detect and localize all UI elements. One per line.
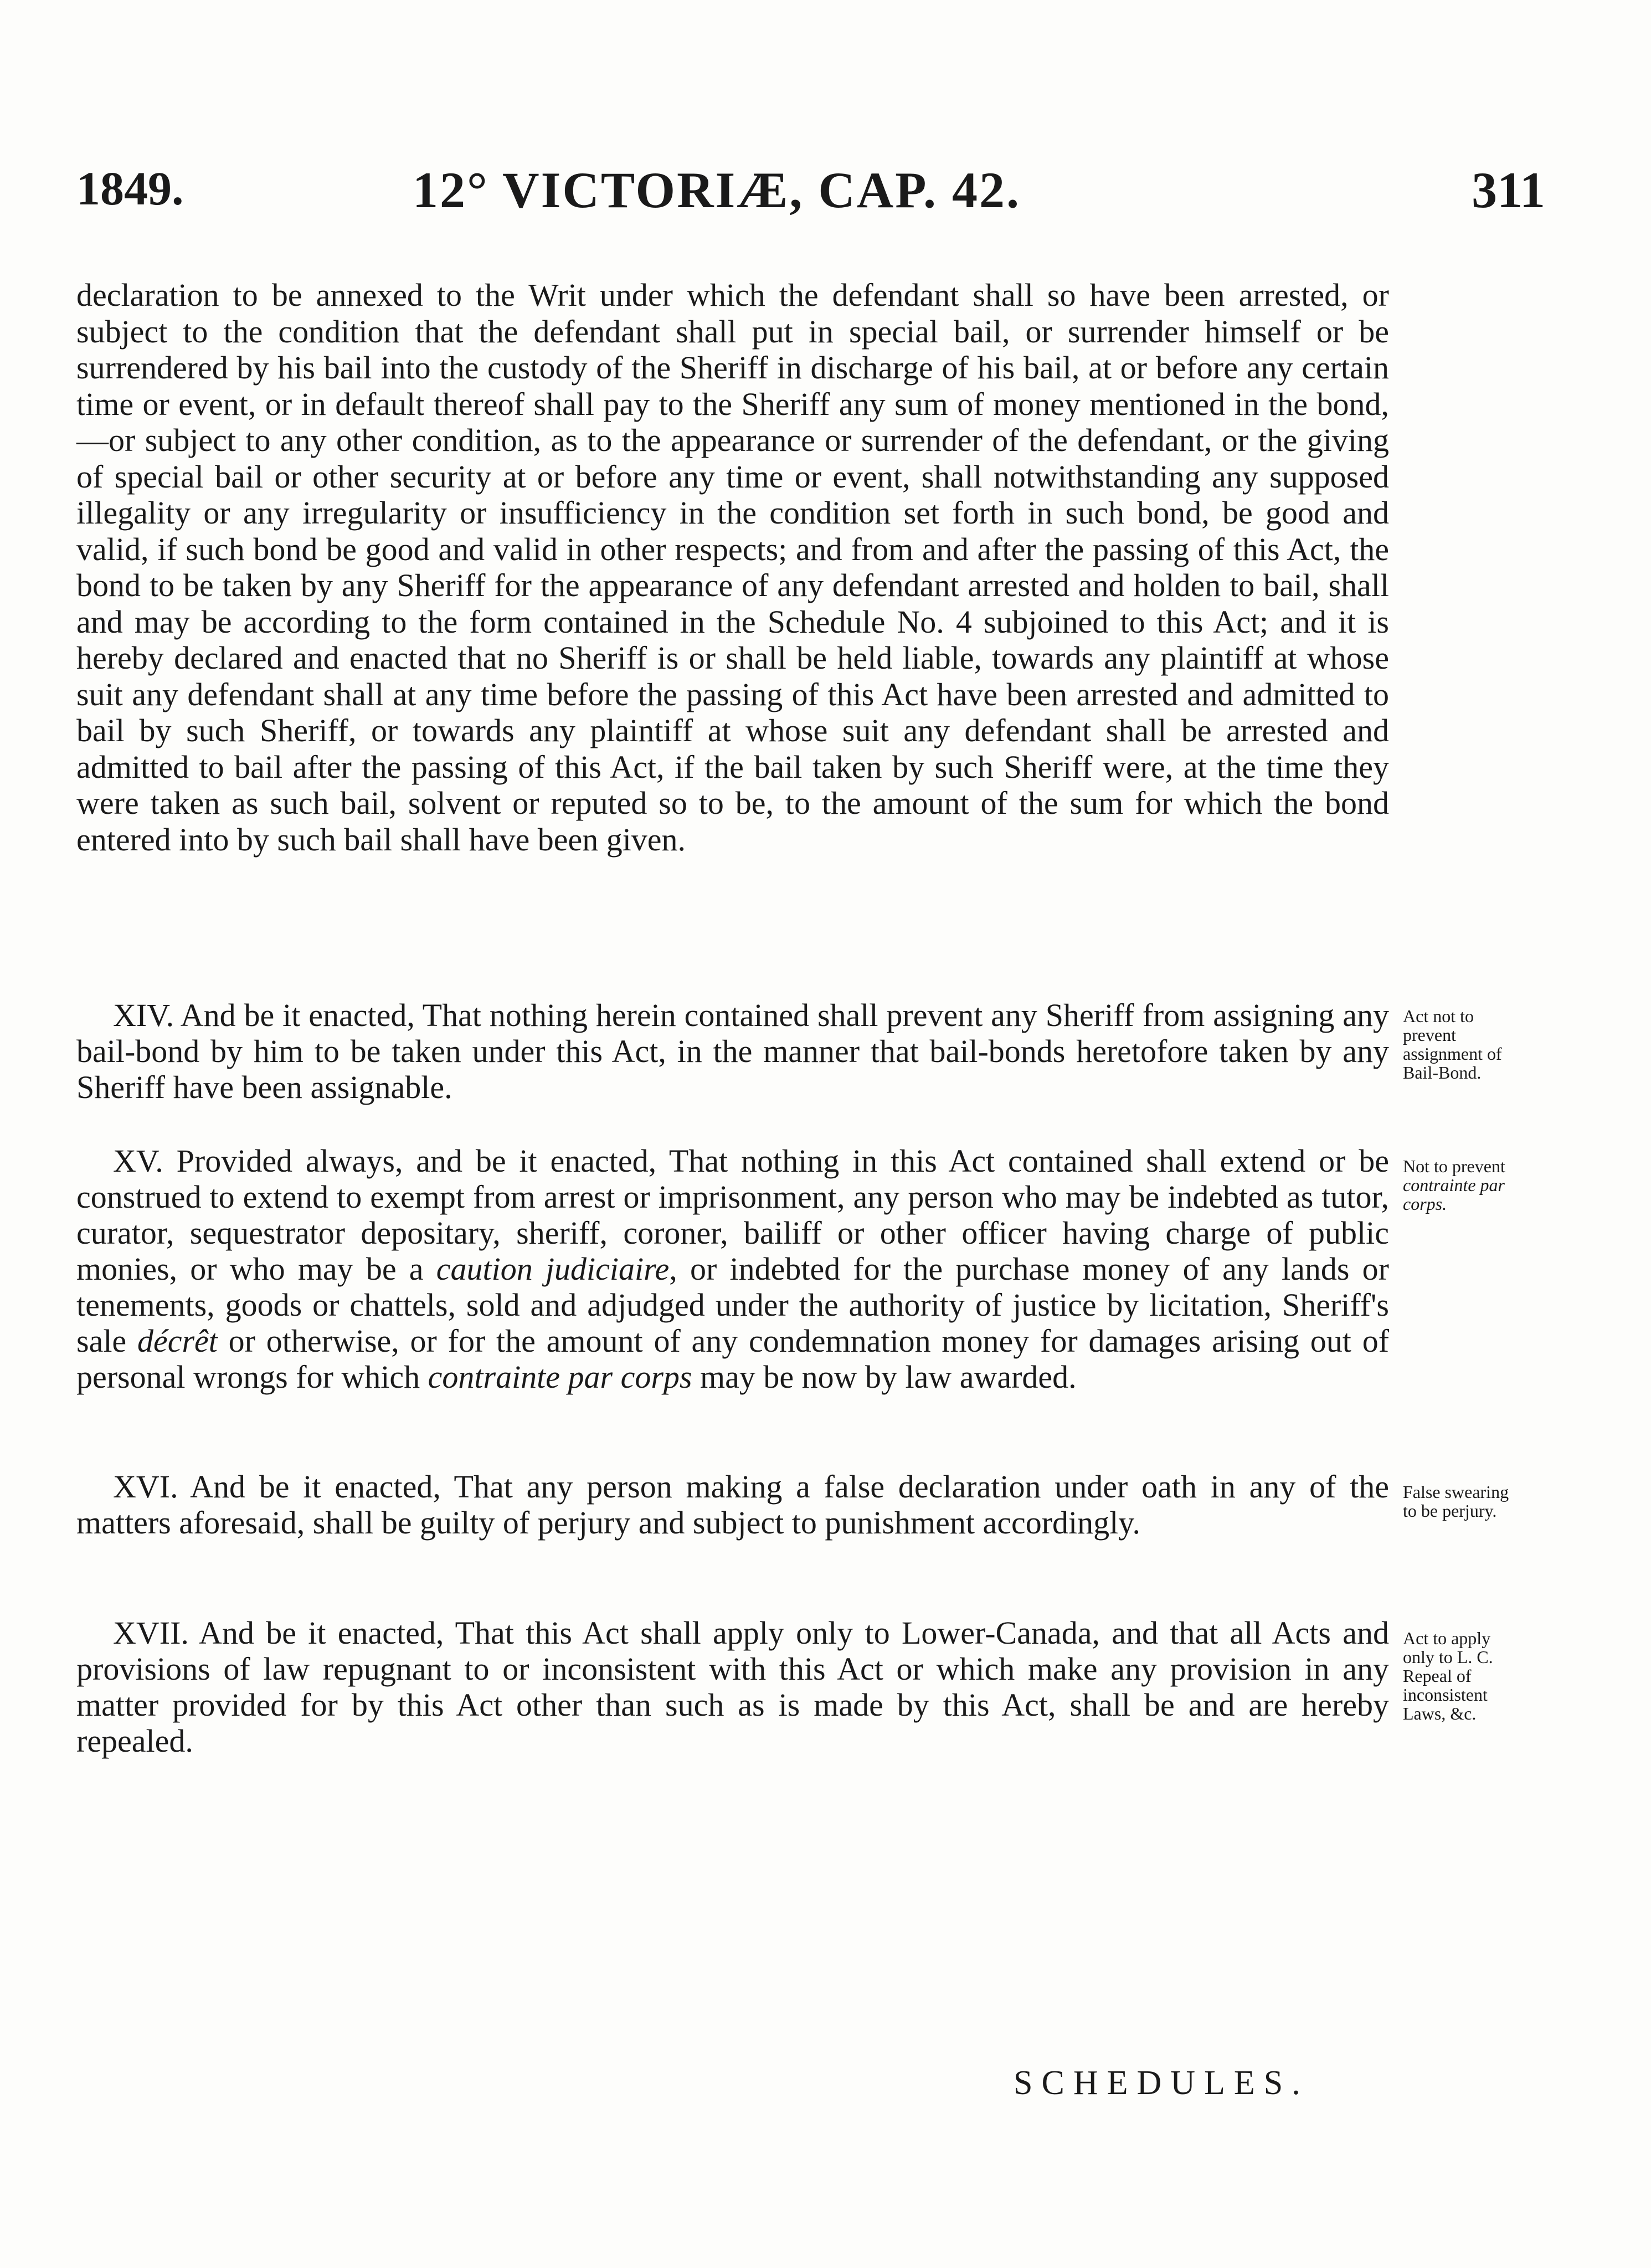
header-year: 1849. — [76, 162, 184, 215]
section-xvi: XVI. And be it enacted, That any person making a false declaration under oath in any of the matters aforesaid, shall be guilty of perjury and subject to punishment accordingly. — [76, 1469, 1389, 1541]
section-xv-text-4: may be now by law awarded. — [692, 1359, 1077, 1395]
section-xv-text-3: or otherwise, or for the amount of any condemnation money for damages arising out of personal wrongs for which — [76, 1323, 1390, 1395]
section-xv-italic-3: contrainte par corps — [428, 1359, 692, 1395]
section-xv-text-1: XV. Provided always, and be it enacted, That nothing in this Act contained shall extend or be construed to extend to exempt from arrest or imprisonment, any person who may be indebted as tutor, curator, sequestrator depositary, sheriff, coroner, bailiff or other officer having charge of public monies, or who may be a — [76, 1143, 1389, 1287]
margin-note-xv-text: Not to prevent — [1403, 1156, 1505, 1176]
schedules-heading: SCHEDULES. — [1014, 2064, 1309, 2102]
section-xvii: XVII. And be it enacted, That this Act shall apply only to Lower-Canada, and that all Acts and provisions of law repugnant to or inconsistent with this Act or which make any provision in any matter provided for by this Act other than such as is made by this Act, shall be and are hereby repealed. — [76, 1615, 1389, 1759]
continuation-paragraph: declaration to be annexed to the Writ under which the defendant shall so have been arrested, or subject to the condition that the defendant shall put in special bail, or surrender himself or be surrendered by his bail into the custody of the Sheriff in discharge of his bail, at or before any certain time or event, or in default thereof shall pay to the Sheriff any sum of money mentioned in the bond,—or subject to any other condition, as to the appearance or surrender of the defendant, or the giving of special bail or other security at or before any time or event, shall notwithstanding any supposed illegality or any irregularity or insufficiency in the condition set forth in such bond, be good and valid, if such bond be good and valid in other respects; and from and after the passing of this Act, the bond to be taken by any Sheriff for the appearance of any defendant arrested and holden to bail, shall and may be according to the form contained in the Schedule No. 4 subjoined to this Act; and it is hereby declared and enacted that no Sheriff is or shall be held liable, towards any plaintiff at whose suit any defendant shall at any time before the passing of this Act have been arrested and admitted to bail by such Sheriff, or towards any plaintiff at whose suit any defendant shall be arrested and admitted to bail after the passing of this Act, if the bail taken by such Sheriff were, at the time they were taken as such bail, solvent or reputed so to be, to the amount of the sum for which the bond entered into by such bail shall have been given. — [76, 277, 1389, 858]
section-xv-italic-2: décrêt — [137, 1323, 218, 1359]
margin-note-xv — [1403, 1157, 1525, 1213]
section-xv-text-2: , or indebted for the purchase money of any lands or tenements, goods or chattels, sold and adjudged under the authority of justice by licitation, Sheriff's sale — [76, 1251, 1389, 1359]
page-number: 311 — [1472, 162, 1545, 218]
margin-note-xvii: Act to apply only to L. C. Repeal of inconsistent Laws, &c. — [1403, 1628, 1493, 1723]
section-xv-italic-1: caution judiciaire — [436, 1251, 670, 1287]
margin-note-xvi: False swearing to be perjury. — [1403, 1482, 1509, 1521]
section-xiv: XIV. And be it enacted, That nothing herein contained shall prevent any Sheriff from assigning any bail-bond by him to be taken under this Act, in the manner that bail-bonds heretofore taken by any Sheriff have been assignable. — [76, 997, 1389, 1105]
running-header — [76, 161, 1545, 238]
header-title: 12° VICTORIÆ, CAP. 42. — [413, 162, 1021, 218]
margin-note-xv-italic: contrainte par corps. — [1403, 1175, 1505, 1214]
margin-note-xiv: Act not to prevent assignment of Bail-Bond. — [1403, 1006, 1502, 1082]
section-xv — [76, 1143, 1389, 1395]
body-column — [76, 277, 1389, 858]
